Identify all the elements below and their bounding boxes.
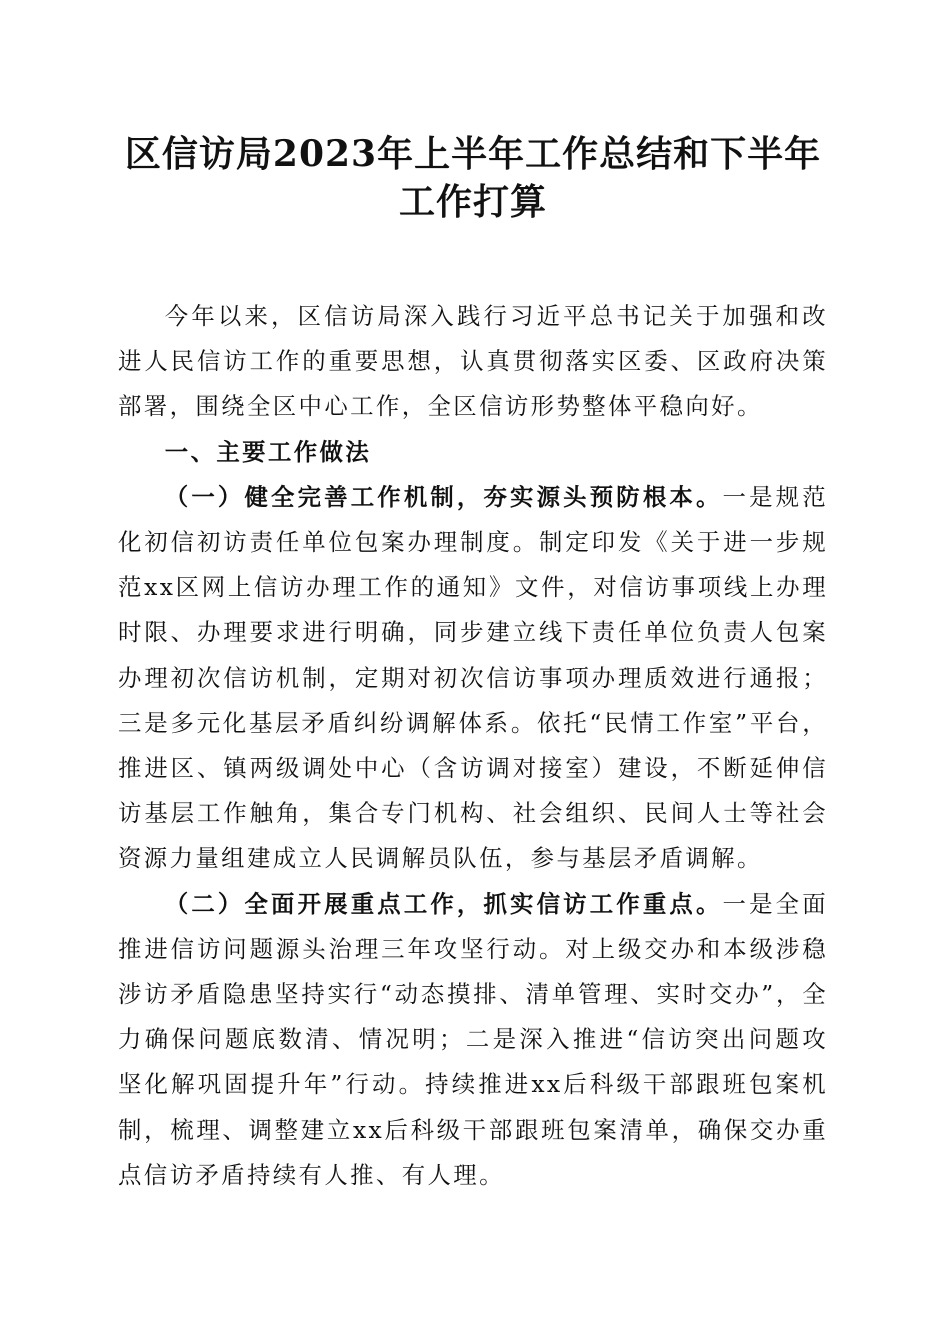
intro-paragraph: 今年以来，区信访局深入践行习近平总书记关于加强和改进人民信访工作的重要思想，认真贯彻落实区委、区政府决策部署，围绕全区中心工作，全区信访形势整体平稳向好。 bbox=[118, 302, 828, 421]
paragraph-key-work bbox=[118, 882, 828, 1198]
paragraph-mechanism bbox=[118, 475, 828, 882]
document-title: 区信访局2023年上半年工作总结和下半年工作打算 bbox=[124, 133, 822, 223]
section-heading: 一、主要工作做法 bbox=[164, 437, 372, 466]
paragraph-text: 一是全面推进信访问题源头治理三年攻坚行动。对上级交办和本级涉稳涉访矛盾隐患坚持实行“动态摸排、清单管理、实时交办”，全力确保问题底数清、情况明；二是深入推进“信访突出问题攻坚化解巩固提升年”行动。持续推进xx后科级干部跟班包案机制，梳理、调整建立xx后科级干部跟班包案清单，确保交办重点信访矛盾持续有人推、有人理。 bbox=[118, 889, 828, 1189]
paragraph-lead: （二）全面开展重点工作，抓实信访工作重点。 bbox=[164, 889, 723, 918]
paragraph-text: 一是规范化初信初访责任单位包案办理制度。制定印发《关于进一步规范xx区网上信访办理工作的通知》文件，对信访事项线上办理时限、办理要求进行明确，同步建立线下责任单位负责人包案办理初次信访机制，定期对初次信访事项办理质效进行通报；三是多元化基层矛盾纠纷调解体系。依托“民情工作室”平台，推进区、镇两级调处中心（含访调对接室）建设，不断延伸信访基层工作触角，集合专门机构、社会组织、民间人士等社会资源力量组建成立人民调解员队伍，参与基层矛盾调解。 bbox=[118, 482, 828, 873]
paragraph-lead: （一）健全完善工作机制，夯实源头预防根本。 bbox=[164, 482, 723, 511]
document-body bbox=[118, 294, 828, 1198]
document-page bbox=[118, 130, 828, 1198]
